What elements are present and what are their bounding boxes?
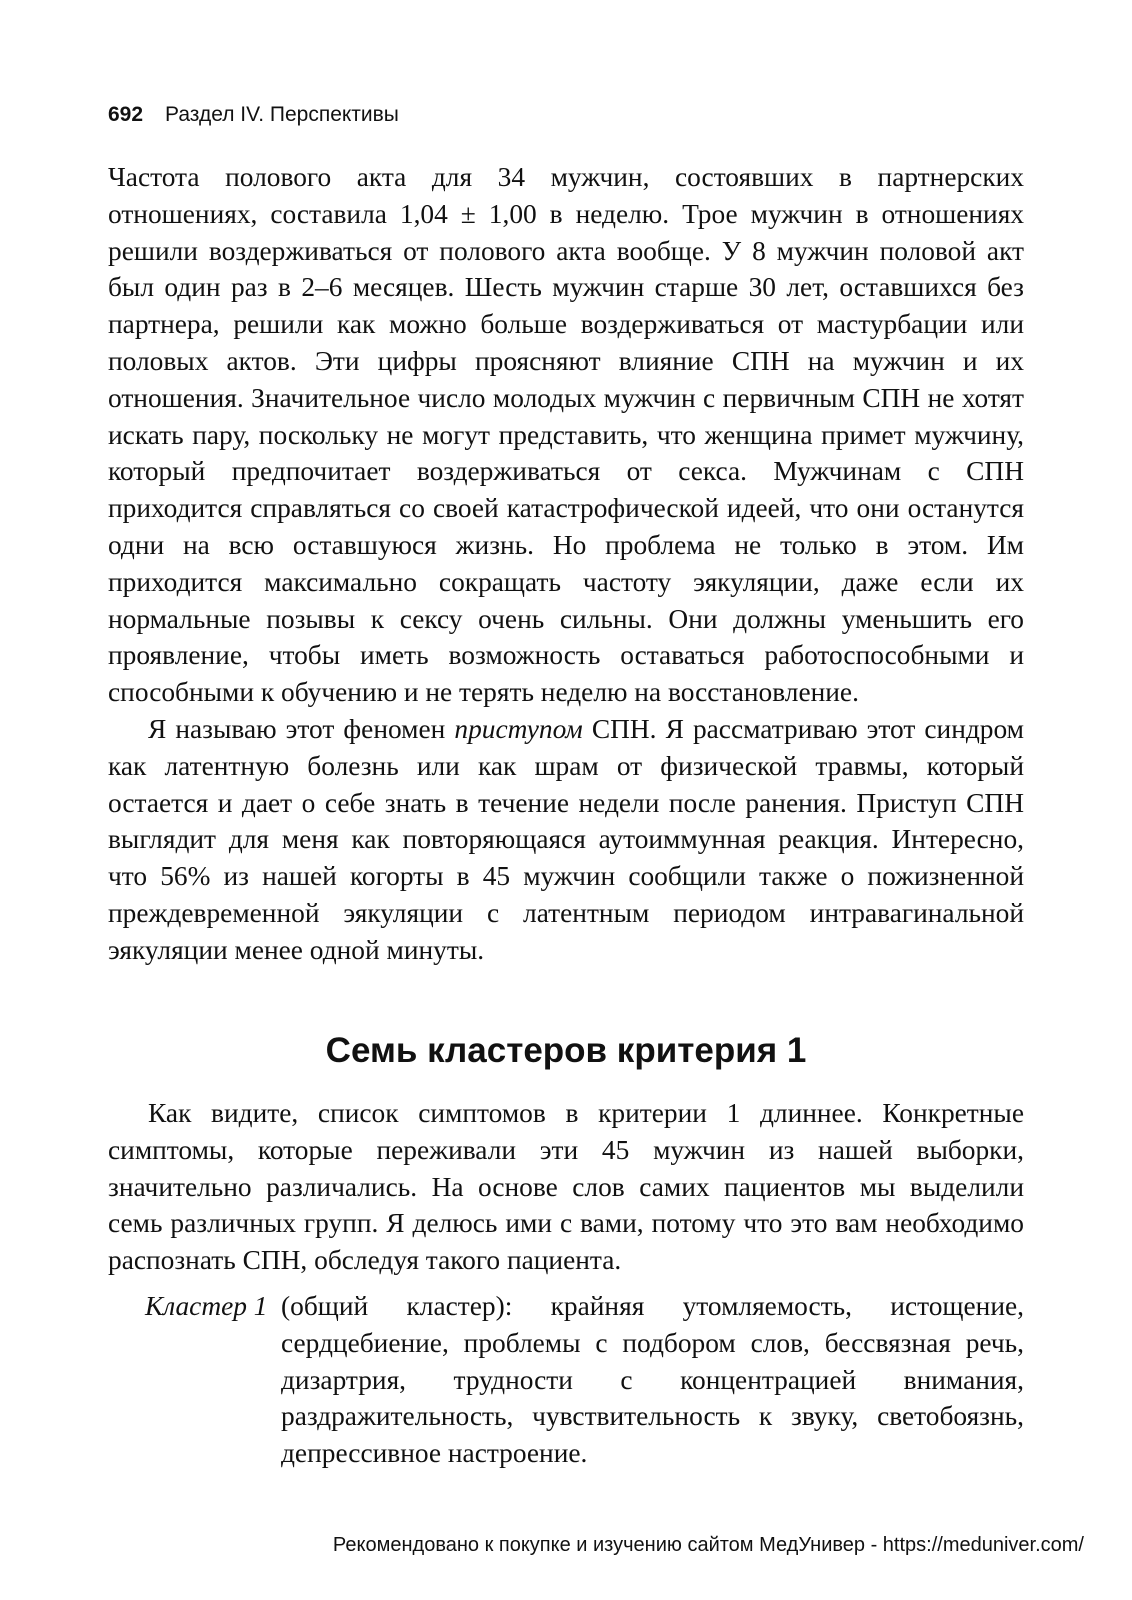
paragraph-3: Как видите, список симптомов в критерии 1 длиннее. Конкретные симптомы, которые переживали эти 45 мужчин из нашей выборки, значительно различались. На основе слов самих пациентов мы выделили семь различных групп. Я делюсь ими с вами, потому что это вам необходимо распознать СПН, обследуя такого пациента. — [108, 1098, 1024, 1276]
cluster-1-item — [145, 1288, 1024, 1472]
cluster-1-text: (общий кластер): крайняя утомляемость, истощение, сердцебиение, проблемы с подбором слов, бессвязная речь, дизартрия, трудности с концентрацией внимания, раздражительность, чувствительность к звуку, светобоязнь, депрессивное настроение. — [281, 1291, 1024, 1469]
body-text-bottom — [108, 1095, 1024, 1279]
paragraph-2-end: СПН. Я рассматриваю этот синдром как латентную болезнь или как шрам от физической травмы, который остается и дает о себе знать в течение недели после ранения. Приступ СПН выглядит для меня как повторяющаяся аутоиммунная реакция. Интересно, что 56% из нашей когорты в 45 мужчин сообщили также о пожизненной преждевременной эякуляции с латентным периодом интравагинальной эякуляции менее одной минуты. — [108, 713, 1025, 965]
running-header — [108, 100, 399, 130]
page-number: 692 — [108, 103, 144, 126]
section-heading: Семь кластеров критерия 1 — [325, 1031, 807, 1070]
body-text-top — [108, 159, 1024, 969]
running-header-title: Раздел IV. Перспективы — [165, 103, 399, 126]
paragraph-2-emphasis: приступом — [454, 713, 583, 744]
cluster-1-label: Кластер 1 — [145, 1291, 268, 1321]
paragraph-2-start: Я называю этот феномен — [148, 713, 455, 744]
paragraph-1: Частота полового акта для 34 мужчин, состоявших в партнерских отношениях, составила 1,04 ± 1,00 в неделю. Трое мужчин в отношениях решили воздерживаться от полового акта вообще. У 8 мужчин половой акт был один раз в 2–6 месяцев. Шесть мужчин старше 30 лет, оставшихся без партнера, решили как можно больше воздерживаться от мастурбации или половых актов. Эти цифры проясняют влияние СПН на мужчин и их отношения. Значительное число молодых мужчин с первичным СПН не хотят искать пару, поскольку не могут представить, что женщина примет мужчину, который предпочитает воздерживаться от секса. Мужчинам с СПН приходится справляться со своей катастрофической идеей, что они останутся одни на всю оставшуюся жизнь. Но проблема не только в этом. Им приходится максимально сокращать частоту эякуляции, даже если их нормальные позывы к сексу очень сильны. Они должны уменьшить его проявление, чтобы иметь возможность оставаться работоспособными и способными к обучению и не терять неделю на восстановление. — [108, 162, 1024, 708]
paragraph-2 — [108, 711, 1024, 969]
footer-watermark-text: Рекомендовано к покупке и изучению сайтом МедУнивер - https://meduniver.com/ — [332, 1534, 1084, 1556]
